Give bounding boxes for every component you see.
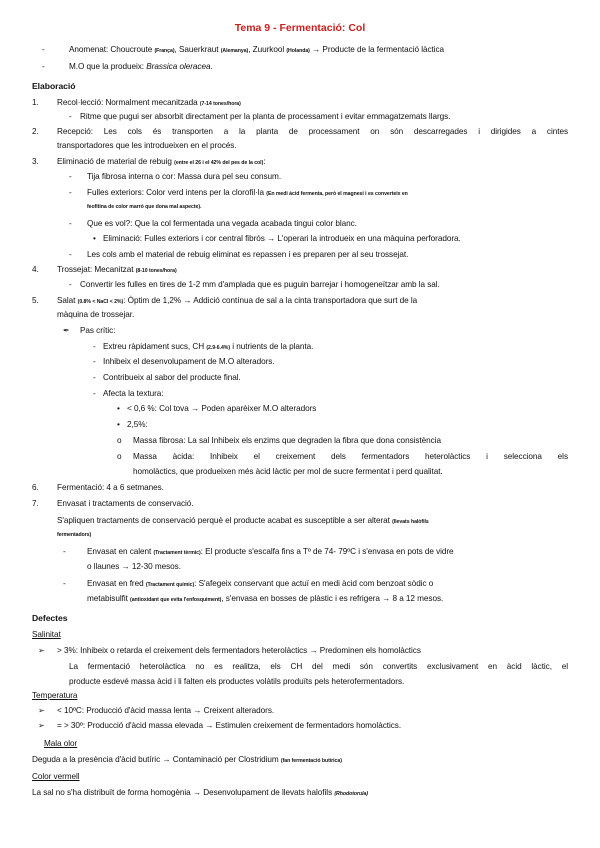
dash-marker: - <box>69 250 72 259</box>
texture-high-salt: 2,5%: <box>127 420 148 429</box>
arrow-bullet-icon: ➢ <box>38 646 45 655</box>
arrow-bullet-icon: ➢ <box>38 706 45 715</box>
dash-marker: - <box>69 112 72 121</box>
packaging-cold: Envasat en fred (Tractament químic): S'afegeix conservant que actuï en medi àcid com benzoat sòdic o <box>87 579 434 588</box>
page-title: Tema 9 - Fermentació: Col <box>234 22 366 34</box>
waste-item-goal: Que es vol?: Que la col fermentada una vegada acabada tingui color blanc. <box>87 219 357 228</box>
dash-marker: - <box>69 172 72 181</box>
packaging-cold-cont: metabisulfit (antioxidant que evita l'enfosquiment), s'envasa en bosses de plàstic i es refrigera → 8 a 12 mesos. <box>87 594 444 603</box>
step-number: 6. <box>32 483 39 492</box>
dash-marker: - <box>42 62 45 71</box>
bad-smell-line: Deguda a la presència d'àcid butíric → Contaminació per Clostridium (fan fermentació butírica) <box>32 755 342 764</box>
intro-names-line: Anomenat: Choucroute (França), Sauerkraut (Alemanya), Zuurkool (Holanda) → Producte de la fermentació làctica <box>69 45 445 54</box>
step-recollection: Recol·lecció: Normalment mecanitzada (7-14 tones/hora) <box>57 98 241 107</box>
packaging-hot-cont: o llaunes → 12-30 mesos. <box>87 562 181 571</box>
step-packaging: Envasat i tractaments de conservació. <box>57 499 194 508</box>
section-heading-elaboracio: Elaboració <box>32 81 76 91</box>
step-number: 4. <box>32 265 39 274</box>
critical-point-texture: Afecta la textura: <box>103 389 164 398</box>
salinity-line-2: La fermentació heterolàctica no es realitza, els CH del medi són convertits exclusivament en àcid làctic, el <box>69 662 568 671</box>
step-fermentation: Fermentació: 4 a 6 setmanes. <box>57 483 164 492</box>
waste-item-review: Les cols amb el material de rebuig eliminat es repassen i es preparen per al seu trossejat. <box>87 250 409 259</box>
step-reception-cont: transportadores que les introdueixen en el procés. <box>57 141 237 150</box>
defect-heading-bad-smell: Mala olor <box>44 739 78 748</box>
packaging-hot: Envasat en calent (Tractament tèrmic): El producte s'escalfa fins a Tº de 74- 79ºC i s'envasa en pots de vidre <box>87 547 454 556</box>
step-salting: Salat (0.8% < NaCl < 2%): Òptim de 1,2% → Addició contínua de sal a la cinta transportadora que surt de la <box>57 296 418 305</box>
step-number: 7. <box>32 499 39 508</box>
step-number: 1. <box>32 98 39 107</box>
circle-marker: o <box>117 452 122 461</box>
dash-marker: - <box>93 342 96 351</box>
step-salting-cont: màquina de trossejar. <box>57 310 135 319</box>
arrow-bullet-icon: ➢ <box>38 721 45 730</box>
dash-marker: - <box>93 389 96 398</box>
step-chopping-detail: Convertir les fulles en tires de 1-2 mm d'amplada que es puguin barrejar i homogeneïtzar amb la sal. <box>80 280 440 289</box>
texture-acid-mass: Massa àcida: Inhibeix el creixement dels fermentadors heterolàctics i selecciona els <box>133 452 568 461</box>
critical-step-label: Pas crític: <box>80 326 116 335</box>
step-number: 5. <box>32 296 39 305</box>
circle-marker: o <box>117 436 122 445</box>
packaging-intro-note: fermentadors) <box>57 532 92 538</box>
critical-point-flavour: Contribueix al sabor del producte final. <box>103 373 241 382</box>
section-heading-defectes: Defectes <box>32 613 68 623</box>
step-recollection-detail: Ritme que pugui ser absorbit directament per la planta de processament i evitar emmagatzemats llargs. <box>80 112 451 121</box>
intro-microorganism-line: M.O que la produeix: Brassica oleracea. <box>69 62 213 71</box>
step-number: 2. <box>32 127 39 136</box>
dash-marker: - <box>63 579 66 588</box>
bullet-marker: • <box>117 404 120 413</box>
waste-item-core: Tija fibrosa interna o cor: Massa dura pel seu consum. <box>87 172 282 181</box>
pen-marker-icon: ✒ <box>63 326 70 335</box>
dash-marker: - <box>63 547 66 556</box>
critical-point-inhibit: Inhibeix el desenvolupament de M.O alteradors. <box>103 357 275 366</box>
salinity-line-1: > 3%: Inhibeix o retarda el creixement dels fermentadors heterolàctics → Predominen els homolàctics <box>57 646 421 655</box>
texture-low-salt: < 0,6 %: Col tova → Poden aparèixer M.O alteradors <box>127 404 317 413</box>
dash-marker: - <box>93 373 96 382</box>
red-colour-line: La sal no s'ha distribuït de forma homogènia → Desenvolupament de llevats halofils (Rhodotorula) <box>32 788 368 797</box>
salinity-line-3: producte esdevé massa àcid i li falten els productes volàtils produïts pels heterofermentadors. <box>69 677 405 686</box>
defect-heading-temperature: Temperatura <box>32 691 78 700</box>
dash-marker: - <box>69 219 72 228</box>
defect-heading-red-colour: Color vermell <box>32 772 80 781</box>
dash-marker: - <box>69 280 72 289</box>
packaging-intro: S'apliquen tractaments de conservació perquè el producte acabat es susceptible a ser alterat (llevats halòfils <box>57 516 429 525</box>
texture-fibrous-mass: Massa fibrosa: La sal Inhibeix els enzims que degraden la fibra que dona consistència <box>133 436 441 445</box>
bullet-marker: • <box>93 234 96 243</box>
dash-marker: - <box>42 45 45 54</box>
waste-item-outer-leaves: Fulles exteriors: Color verd intens per la clorofil·la (En medi àcid fermenta, però el magnesi i es converteix en <box>87 188 408 197</box>
texture-acid-mass-cont: homolàctics, que produeixen més àcid làctic per mol de sucre fermentat i perd qualitat. <box>133 467 443 476</box>
step-number: 3. <box>32 157 39 166</box>
step-waste-removal: Eliminació de material de rebuig (entre el 26 i el 42% del pes de la col): <box>57 157 266 166</box>
bullet-marker: • <box>117 420 120 429</box>
defect-heading-salinity: Salinitat <box>32 630 61 639</box>
waste-item-outer-leaves-note: feofitina de color marró que dona mal aspecte). <box>87 204 202 210</box>
waste-item-elimination: Eliminació: Fulles exteriors i cor central fibrós → L'operari la introdueix en una màquina perforadora. <box>103 234 461 243</box>
step-reception: Recepció: Les cols és transporten a la planta de processament on són descarregades i dirigides a cintes <box>57 127 568 136</box>
temperature-low: < 10ºC: Producció d'àcid massa lenta → Creixent alteradors. <box>57 706 275 715</box>
temperature-high: = > 30º: Producció d'àcid massa elevada → Estimulen creixement de fermentadors homolàctics. <box>57 721 402 730</box>
dash-marker: - <box>93 357 96 366</box>
critical-point-juices: Extreu ràpidament sucs, CH (2.9-6.4%) i nutrients de la planta. <box>103 342 314 351</box>
step-chopping: Trossejat: Mecanitzat (8-10 tones/hora) <box>57 265 177 274</box>
dash-marker: - <box>69 188 72 197</box>
